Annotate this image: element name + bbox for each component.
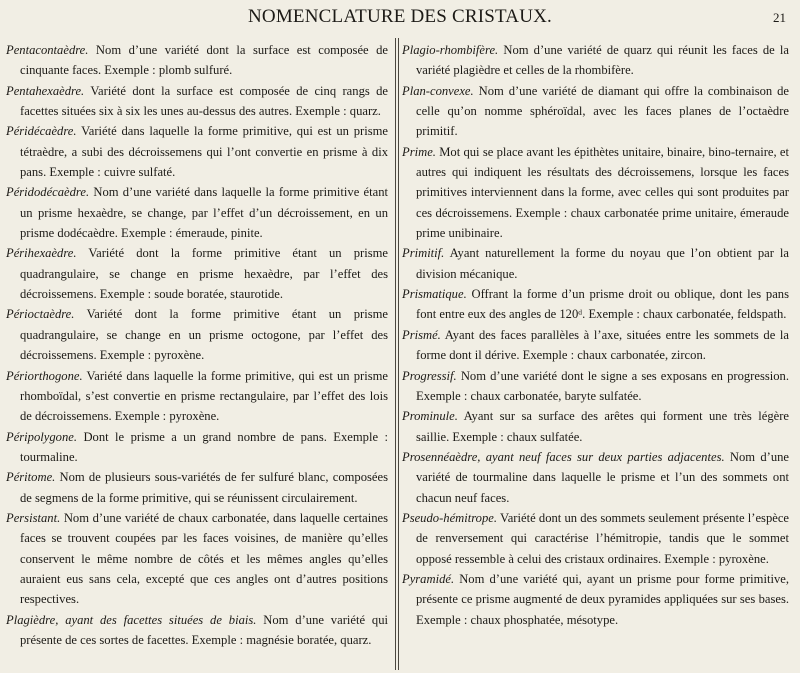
dictionary-entry (6, 182, 388, 243)
entry-term: Périorthogone. (6, 368, 83, 383)
entry-definition: Nom d’une variété de chaux carbonatée, dans laquelle certaines faces se trouvent coupées par les faces voisines, de manière qu’elles conservent le même nombre de côtés et les mêmes angles qu’elles auraient eus sans cela, excepté que ces angles ont d’autres positions respectives. (20, 510, 388, 607)
dictionary-entry (6, 81, 388, 122)
entry-definition: Variété dans laquelle la forme primitive, qui est un prisme rhomboïdal, s’est convertie en prisme rectangulaire, par l’effet des lois de décroissemens. Exemple : pyroxène. (20, 368, 388, 424)
dictionary-entry (402, 447, 789, 508)
dictionary-entry (6, 427, 388, 468)
entry-definition: Nom d’une variété dans laquelle la forme primitive étant un prisme hexaèdre, se change, par l’effet d’un décroissement, en un prisme dodécaèdre. Exemple : émeraude, pinite. (20, 185, 388, 241)
dictionary-entry (402, 142, 789, 244)
column-divider (395, 38, 396, 670)
entry-term: Prismatique. (402, 287, 467, 302)
entry-definition: Variété dont un des sommets seulement présente l’espèce de renversement qui caractérise l’hémitropie, tandis que le sommet opposé ressemble à celui des cristaux ordinaires. Exemple : pyroxène. (416, 510, 790, 566)
entry-definition: Variété dont la forme primitive étant un prisme quadrangulaire, se change en prisme hexaèdre, par l’effet des décroissemens. Exemple : soude boratée, staurotide. (20, 246, 389, 302)
entry-definition: Ayant des faces parallèles à l’axe, situées entre les sommets de la forme dont il dérive. Exemple : chaux carbonatée, zircon. (416, 327, 789, 363)
entry-definition: Ayant sur sa surface des arêtes qui forment une très légère saillie. Exemple : chaux sulfatée. (416, 409, 789, 444)
dictionary-entry (402, 569, 789, 630)
entry-definition: Nom d’une variété de diamant qui offre la combinaison de celle qu’on nomme sphéroïdal, avec les faces planes de l’octaèdre primitif. (416, 83, 790, 139)
entry-term: Persistant. (6, 510, 61, 525)
dictionary-entry (6, 304, 388, 365)
entry-definition: Ayant naturellement la forme du noyau que l’on obtient par la division mécanique. (416, 246, 789, 281)
dictionary-entry (402, 81, 789, 142)
column-divider-double (398, 38, 399, 670)
entry-term: Péridécaèdre. (6, 124, 77, 139)
entry-definition: Variété dont la forme primitive étant un prisme quadrangulaire, se change en un prisme octogone, par l’effet des décroissemens. Exemple : pyroxène. (20, 307, 388, 363)
entry-term: Plan-convexe. (402, 83, 474, 98)
entry-definition: Offrant la forme d’un prisme droit ou oblique, dont les pans font entre eux des angles de 120ᵈ. Exemple : chaux carbonatée, feldspath. (416, 287, 789, 322)
dictionary-entry (402, 284, 789, 325)
running-title: NOMENCLATURE DES CRISTAUX. (248, 6, 552, 27)
entry-definition: Nom de plusieurs sous-variétés de fer sulfuré blanc, composées de segmens de la forme primitive, qui se réunissent circulairement. (20, 470, 389, 505)
entry-term: Péritome. (6, 470, 56, 485)
entry-term: Progressif. (402, 368, 457, 383)
entry-term: Plagièdre, (6, 612, 59, 627)
dictionary-entry (402, 243, 789, 284)
entry-term: Pseudo-hémitrope. (402, 510, 498, 525)
dictionary-entry (6, 366, 388, 427)
dictionary-entry (402, 366, 789, 407)
dictionary-entry (402, 406, 789, 447)
entry-definition: Nom d’une variété de tourmaline dans laquelle le prisme et l’un des sommets ont chacun neuf faces. (416, 449, 790, 505)
entry-term: Péripolygone. (6, 429, 77, 444)
running-head (0, 6, 800, 30)
dictionary-entry (402, 40, 789, 81)
dictionary-entry (6, 508, 388, 610)
entry-term: Plagio-rhombifère. (402, 43, 499, 57)
dictionary-entry (6, 610, 388, 651)
page-number: 21 (773, 10, 786, 25)
entry-term: Péridodécaèdre. (6, 185, 90, 200)
dictionary-entry (402, 508, 789, 569)
entry-definition: Variété dont la surface est composée de cinq rangs de facettes situées six à six les unes au-dessus des autres. Exemple : quarz. (20, 83, 388, 119)
dictionary-entry (6, 467, 388, 508)
entry-definition: Nom d’une variété de quarz qui réunit les faces de la variété plagièdre et celles de la rhombifère. (416, 43, 789, 78)
entry-term: Prominule. (402, 409, 458, 424)
entry-term: Prime. (402, 144, 436, 159)
left-column (6, 40, 388, 650)
dictionary-entry (6, 243, 388, 304)
entry-definition: Nom d’une variété qui, ayant un prisme pour forme primitive, présente ce prisme augmenté de deux pyramides appliquées sur ses bases. Exemple : chaux phosphatée, mésotype. (416, 571, 789, 627)
entry-definition: Nom d’une variété dont le signe a ses exposans en progression. Exemple : chaux carbonatée, baryte sulfatée. (416, 368, 789, 403)
entry-term: Prosennéaèdre, (402, 449, 481, 464)
entry-etymology: ayant des facettes situées de biais. (65, 612, 257, 627)
right-column (402, 40, 789, 630)
entry-definition: Dont le prisme a un grand nombre de pans. Exemple : tourmaline. (20, 429, 388, 464)
entry-term: Pyramidé. (402, 571, 455, 586)
entry-term: Prismé. (402, 327, 441, 342)
entry-etymology: ayant neuf faces sur deux parties adjacentes. (485, 449, 725, 464)
entry-definition: Variété dans laquelle la forme primitive, qui est un prisme tétraèdre, a subi des décroissemens qui l’ont convertie en prisme à dix pans. Exemple : cuivre sulfaté. (20, 124, 388, 180)
entry-definition: Nom d’une variété qui présente de ces sortes de facettes. Exemple : magnésie boratée, quarz. (20, 612, 388, 647)
dictionary-entry (6, 40, 388, 81)
entry-term: Périoctaèdre. (6, 307, 75, 322)
entry-term: Primitif. (402, 246, 445, 261)
entry-definition: Nom d’une variété dont la surface est composée de cinquante faces. Exemple : plomb sulfuré. (20, 43, 389, 78)
entry-term: Périhexaèdre. (6, 246, 77, 261)
dictionary-entry (6, 121, 388, 182)
entry-term: Pentacontaèdre. (6, 43, 89, 57)
entry-definition: Mot qui se place avant les épithètes unitaire, binaire, bino-ternaire, et autres qui indiquent les résultats des décroissemens, lorsque les faces primitives interviennent dans la forme, avec celles qui sont produites par ces décroissemens. Exemple : chaux carbonatée prime unitaire, émeraude prime unibinaire. (416, 144, 789, 241)
entry-term: Pentahexaèdre. (6, 83, 85, 98)
dictionary-entry (402, 325, 789, 366)
